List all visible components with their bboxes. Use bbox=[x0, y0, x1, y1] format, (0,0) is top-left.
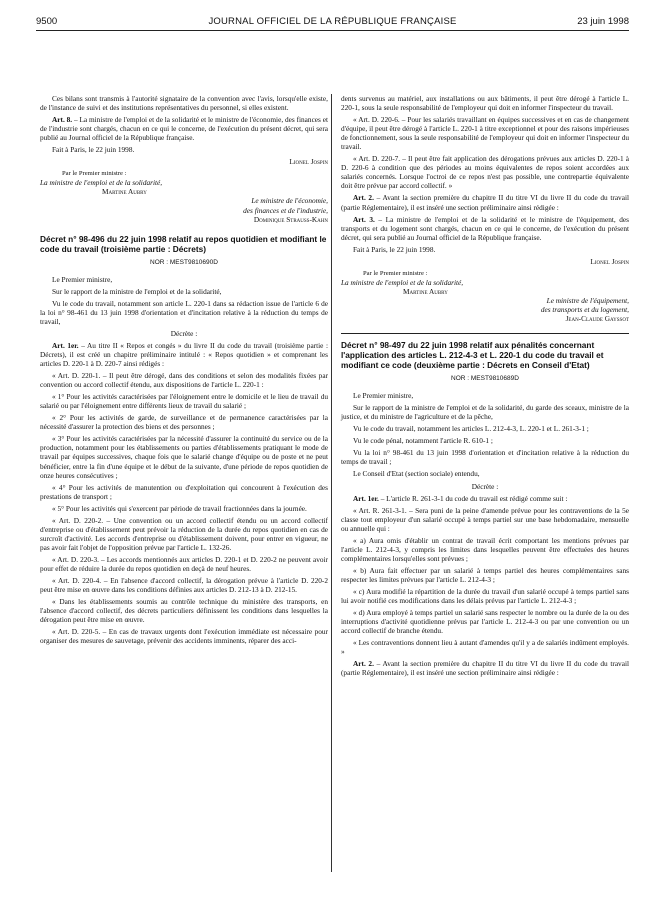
article-2 bbox=[341, 659, 629, 677]
journal-title: JOURNAL OFFICIEL DE LA RÉPUBLIQUE FRANÇAISE bbox=[208, 16, 457, 27]
article-label: Art. 2. bbox=[353, 659, 374, 669]
signature-pm: Lionel Jospin bbox=[590, 256, 629, 266]
article-label: Art. 1er. bbox=[353, 493, 379, 503]
article-label: Art. 8. bbox=[52, 115, 73, 125]
minister-title-text: Le ministre de l'équipement, bbox=[546, 295, 629, 305]
page-header bbox=[36, 14, 629, 31]
signature-pm: Lionel Jospin bbox=[289, 157, 328, 167]
article-text: – La ministre de l'emploi et de la solidarité et le ministre de l'équipement, des transports et du logement sont chargés, chacun en ce qui le concerne, de l'exécution du présent décret, qui sera publié au Journal officiel de la République française. bbox=[341, 214, 629, 242]
paragraph: « 1° Pour les activités caractérisées par l'éloignement entre le domicile et le lieu de travail du salarié ou par l'éloignement entre différents lieux de travail du salarié ; bbox=[40, 392, 328, 411]
paragraph: dents survenus au matériel, aux installations ou aux bâtiments, il peut être dérogé à l'article L. 220-1, sous la seule responsabilité de l'employeur qui doit en informer l'inspecteur du travail. bbox=[341, 94, 629, 113]
paragraph: « Art. D. 220-2. – Une convention ou un accord collectif étendu ou un accord collectif d'entreprise ou d'établissement peut prévoir la réduction de la durée du repos quotidien en cas de surcroît d'activité. Les accords d'entreprise ou d'établissement doivent, pour entrer en vigueur, ne pas avoir fait l'objet de l'opposition prévue par l'article L. 132-26. bbox=[40, 515, 328, 552]
signature-aubry: Martine Aubry bbox=[102, 187, 147, 197]
left-column bbox=[40, 94, 328, 648]
article-text: – Avant la section première du chapitre II du titre VI du livre II du code du travail (partie Réglementaire), il est inséré une section préliminaire ainsi rédigée : bbox=[341, 193, 629, 212]
paragraph: Le Premier ministre, bbox=[353, 391, 414, 401]
signature-aubry: Martine Aubry bbox=[403, 286, 448, 296]
column-divider bbox=[331, 94, 332, 872]
paragraph: Vu le code du travail, notamment son article L. 220-1 dans sa rédaction issue de l'article 6 de la loi n° 98-461 du 13 juin 1998 d'orientation et d'incitation relative à la réduction du temps de travail, bbox=[40, 298, 328, 326]
paragraph: « d) Aura employé à temps partiel un salarié sans respecter le nombre ou la durée de la ou des interruptions d'activité quotidienne prévus par l'article L. 212-4-3 ou par une convention ou un accord collectif de branche étendu. bbox=[341, 608, 629, 636]
paragraph: « Art. D. 220-7. – Il peut être fait application des dérogations prévues aux articles D. 220-1 à D. 220-6 à condition que des périodes au moins équivalentes de repos soient accordées aux salariés concernés. Lorsque l'octroi de ce repos n'est pas possible, une contrepartie équivalente doit être prévue par accord collectif. » bbox=[341, 154, 629, 191]
minister-title bbox=[40, 206, 328, 215]
minister-title-text: Le ministre de l'économie, bbox=[251, 196, 328, 206]
paragraph: Le Premier ministre, bbox=[52, 274, 113, 284]
paragraph: Vu le code pénal, notamment l'article R. 610-1 ; bbox=[353, 436, 493, 446]
decree-title: Décret n° 98-496 du 22 juin 1998 relatif au repos quotidien et modifiant le code du travail (troisième partie : Décrets) bbox=[40, 233, 327, 254]
paragraph: Vu la loi n° 98-461 du 13 juin 1998 d'orientation et d'incitation relative à la réduction du temps de travail ; bbox=[341, 448, 629, 467]
paragraph: Ces bilans sont transmis à l'autorité signataire de la convention avec l'avis, lorsqu'elle existe, de l'instance de suivi et des institutions représentatives du personnel, si elles existent. bbox=[40, 94, 328, 113]
minister-title bbox=[341, 296, 629, 305]
paragraph: « 3° Pour les activités caractérisées par la nécessité d'assurer la continuité du service ou de la production, notamment pour les établissements ou parties d'établissements pratiquant le mode de travail par équipes successives, chaque fois que le salarié change d'équipe ou de poste et ne peut bénéficier, entre la fin d'une équipe et le début de la suivante, d'une période de repos quotidien de onze heures consécutives ; bbox=[40, 434, 328, 480]
page-number: 9500 bbox=[36, 16, 58, 27]
signature-strauss-kahn: Dominique Strauss-Kahn bbox=[253, 214, 328, 224]
paragraph: « Art. D. 220-4. – En l'absence d'accord collectif, la dérogation prévue à l'article D. 220-2 peut être mise en œuvre dans les conditions définies aux articles D. 212-13 à D. 212-15. bbox=[40, 576, 328, 595]
par-premier-ministre: Par le Premier ministre : bbox=[62, 170, 127, 178]
minister-title-text: La ministre de l'emploi et de la solidarité, bbox=[341, 277, 464, 287]
nor-reference: NOR : MEST9810690D bbox=[150, 258, 218, 266]
article-3 bbox=[341, 215, 629, 242]
paragraph: « Art. D. 220-6. – Pour les salariés travaillant en équipes successives et en cas de changement d'équipe, il peut être dérogé à l'article L. 220-1 à titre exceptionnel et pour des raisons impérieuses de fonctionnement, sous la seule responsabilité de l'employeur qui doit en informer l'inspecteur du travail. bbox=[341, 115, 629, 152]
par-premier-ministre: Par le Premier ministre : bbox=[363, 269, 428, 277]
issue-date: 23 juin 1998 bbox=[577, 16, 629, 27]
paragraph: « 4° Pour les activités de manutention ou d'exploitation qui concourent à l'exécution des prestations de transport ; bbox=[40, 482, 328, 501]
paragraph: « 2° Pour les activités de garde, de surveillance et de permanence caractérisées par la nécessité d'assurer la protection des biens et des personnes ; bbox=[40, 413, 328, 432]
paragraph: « b) Aura fait effectuer par un salarié à temps partiel des heures complémentaires sans respecter les limites prévues par l'article L. 212-4-3 ; bbox=[341, 565, 629, 584]
article-text: – La ministre de l'emploi et de la solidarité et le ministre de l'économie, des finances et de l'industrie sont chargés, chacun en ce qui le concerne, de l'exécution du présent décret, qui sera publié au Journal officiel de la République française. bbox=[40, 115, 328, 143]
minister-title-text: des transports et du logement, bbox=[540, 304, 629, 314]
fait-a-paris: Fait à Paris, le 22 juin 1998. bbox=[353, 244, 436, 254]
section-rule bbox=[341, 333, 629, 334]
article-text: – Avant la section première du chapitre II du titre VI du livre II du code du travail (partie Réglementaire), il est inséré une section préliminaire ainsi rédigée : bbox=[341, 659, 629, 678]
paragraph: Vu le code du travail, notamment les articles L. 212-4-3, L. 220-1 et L. 261-3-1 ; bbox=[353, 424, 589, 434]
nor-reference: NOR : MEST9810689D bbox=[451, 375, 519, 383]
article-2 bbox=[341, 193, 629, 211]
paragraph: « c) Aura modifié la répartition de la durée du travail d'un salarié occupé à temps partiel sans lui avoir notifié ces modifications dans les délais prévus par l'article L. 212-4-3 ; bbox=[341, 586, 629, 606]
paragraph: « a) Aura omis d'établir un contrat de travail écrit comportant les mentions prévues par l'article L. 212-4-3, y compris les limites dans lesquelles peuvent être effectuées des heures complémentaires lorsqu'elles sont prévues ; bbox=[341, 535, 629, 563]
article-text: – L'article R. 261-3-1 du code du travail est rédigé comme suit : bbox=[378, 493, 568, 503]
minister-title bbox=[341, 305, 629, 314]
paragraph: Le Conseil d'Etat (section sociale) entendu, bbox=[353, 469, 480, 479]
minister-title bbox=[341, 278, 629, 287]
article-label: Art. 3. bbox=[353, 214, 375, 224]
minister-title-text: La ministre de l'emploi et de la solidarité, bbox=[40, 178, 163, 188]
article-label: Art. 2. bbox=[353, 193, 374, 203]
decree-title: Décret n° 98-497 du 22 juin 1998 relatif aux pénalités concernant l'application des articles L. 212-4-3 et L. 220-1 du code du travail et modifiant ce code (deuxième partie : Décrets en Conseil d'Etat) bbox=[341, 340, 604, 371]
paragraph: « Dans les établissements soumis au contrôle technique du ministère des transports, en l'absence d'accord collectif, des décrets particuliers définissent les conditions dans lesquelles la dérogation peut être mise en œuvre. bbox=[40, 597, 328, 625]
paragraph: « Art. D. 220-3. – Les accords mentionnés aux articles D. 220-1 et D. 220-2 ne peuvent avoir pour effet de réduire la durée du repos quotidien en deçà de neuf heures. bbox=[40, 554, 328, 573]
article-1 bbox=[341, 494, 629, 503]
minister-title bbox=[40, 178, 328, 187]
paragraph: Sur le rapport de la ministre de l'emploi et de la solidarité, bbox=[52, 286, 222, 296]
paragraph: « Art. D. 220-1. – Il peut être dérogé, dans des conditions et selon des modalités fixées par convention ou accord collectif étendu, aux dispositions de l'article L. 220-1 : bbox=[40, 371, 328, 390]
article-1 bbox=[40, 341, 328, 368]
paragraph: « 5° Pour les activités qui s'exercent par période de travail fractionnées dans la journée. bbox=[52, 503, 307, 513]
article-label: Art. 1er. bbox=[52, 340, 79, 350]
paragraph: « Art. D. 220-5. – En cas de travaux urgents dont l'exécution immédiate est nécessaire pour organiser des mesures de sauvetage, prévenir des accidents imminents, réparer des acci- bbox=[40, 627, 328, 646]
right-column bbox=[341, 94, 629, 680]
fait-a-paris: Fait à Paris, le 22 juin 1998. bbox=[52, 145, 135, 155]
minister-title-text: des finances et de l'industrie, bbox=[243, 205, 328, 215]
article-text: – Au titre II « Repos et congés » du livre II du code du travail (troisième partie : Décrets), il est créé un chapitre préliminaire intitulé : « Repos quotidien » et comprenant les articles D. 220-1 à D. 220-7 ainsi rédigés : bbox=[40, 340, 328, 369]
paragraph: « Les contraventions donnent lieu à autant d'amendes qu'il y a de salariés indûment employés. » bbox=[341, 638, 629, 657]
decrete: Décrète : bbox=[170, 328, 198, 338]
paragraph: « Art. R. 261-3-1. – Sera puni de la peine d'amende prévue pour les contraventions de la 5e classe tout employeur d'un salarié occupé à temps partiel sur une base hebdomadaire, mensuelle ou annuelle qui : bbox=[341, 505, 629, 533]
signature-gayssot: Jean-Claude Gayssot bbox=[565, 314, 629, 324]
article-8 bbox=[40, 115, 328, 142]
minister-title bbox=[40, 196, 328, 205]
paragraph: Sur le rapport de la ministre de l'emploi et de la solidarité, du garde des sceaux, ministre de la justice, et du ministre de l'agriculture et de la pêche, bbox=[341, 403, 629, 422]
decrete: Décrète : bbox=[471, 481, 499, 491]
